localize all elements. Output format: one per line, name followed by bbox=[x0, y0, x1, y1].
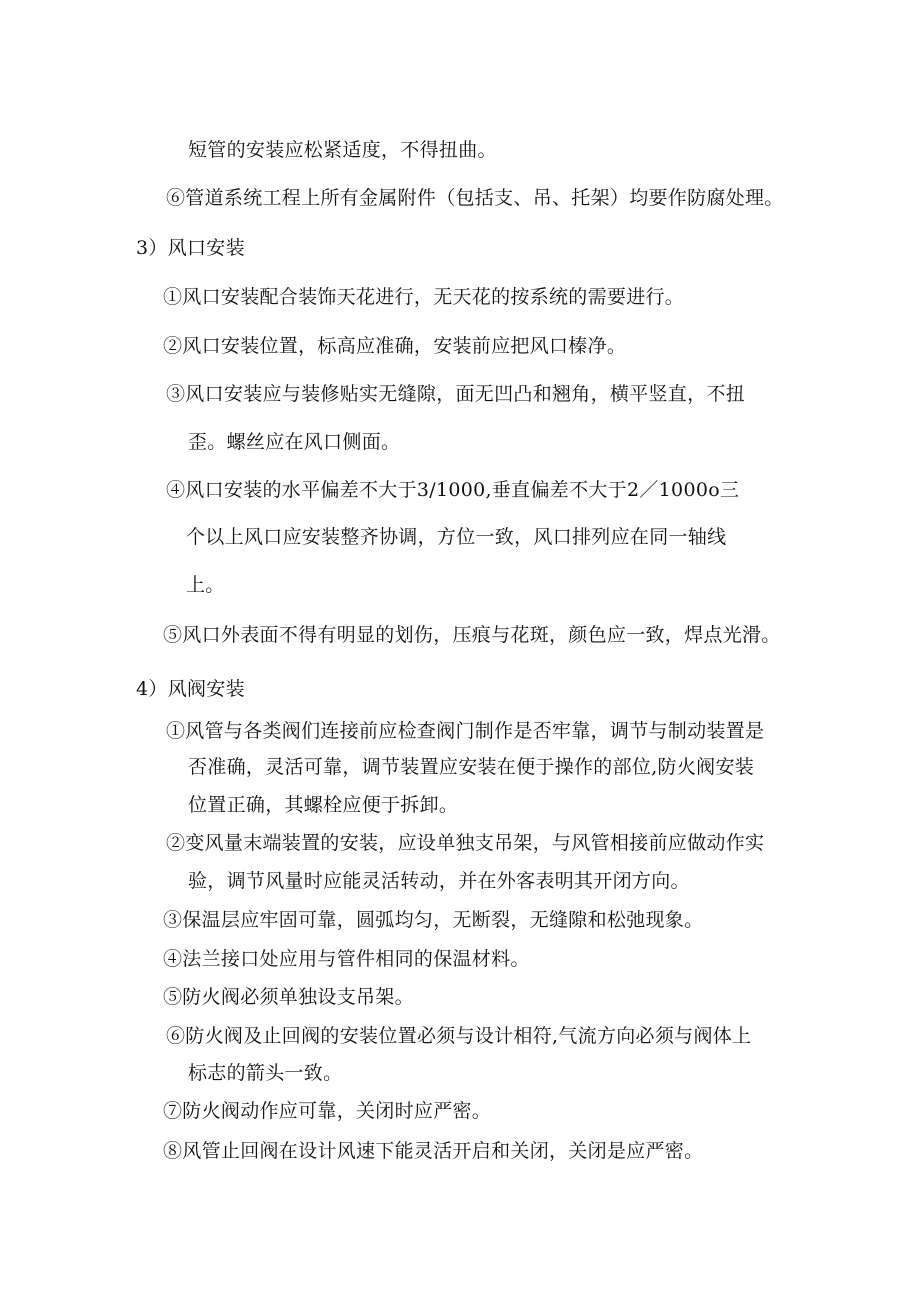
text-line: 歪。螺丝应在风口侧面。 bbox=[188, 431, 401, 453]
section-heading: 3）风口安装 bbox=[136, 237, 245, 259]
text-line: ⑧风管止回阀在设计风速下能灵活开启和关闭，关闭是应严密。 bbox=[163, 1140, 704, 1162]
text-line: ④法兰接口处应用与管件相同的保温材料。 bbox=[163, 948, 530, 970]
text-line: 位置正确，其螺栓应便于拆卸。 bbox=[188, 794, 459, 816]
text-line: ④风口安装的水平偏差不大于3/1000,垂直偏差不大于2／1000o三 bbox=[166, 479, 740, 501]
text-line: ②变风量末端装置的安装，应设单独支吊架，与风管相接前应做动作实 bbox=[166, 832, 765, 854]
text-line: ③风口安装应与装修贴实无缝隙，面无凹凸和翘角，横平竖直，不扭 bbox=[166, 383, 746, 405]
text-line: ①风管与各类阀们连接前应检查阀门制作是否牢靠，调节与制动装置是 bbox=[166, 720, 765, 742]
text-line: ①风口安装配合装饰天花进行，无天花的按系统的需要进行。 bbox=[163, 286, 685, 308]
text-line: 验，调节风量时应能灵活转动，并在外客表明其开闭方向。 bbox=[188, 870, 690, 892]
text-line: ②风口安装位置，标高应准确，安装前应把风口榛净。 bbox=[163, 335, 627, 357]
text-line: 短管的安装应松紧适度，不得扭曲。 bbox=[188, 139, 497, 161]
text-line: ⑤防火阀必须单独设支吊架。 bbox=[163, 986, 414, 1008]
text-line: ③保温层应牢固可靠，圆弧均匀，无断裂，无缝隙和松弛现象。 bbox=[163, 909, 704, 931]
text-line: ⑥防火阀及止回阀的安装位置必须与设计相符,气流方向必须与阀体上 bbox=[166, 1025, 752, 1047]
section-heading: 4）风阀安装 bbox=[136, 678, 245, 700]
text-line: 个以上风口应安装整齐协调，方位一致，风口排列应在同一轴线 bbox=[186, 526, 727, 548]
text-line: 否准确，灵活可靠，调节装置应安装在便于操作的部位,防火阀安装 bbox=[188, 756, 755, 778]
text-line: ⑦防火阀动作应可靠，关闭时应严密。 bbox=[163, 1100, 492, 1122]
text-line: ⑤风口外表面不得有明显的划伤，压痕与花斑，颜色应一致，焊点光滑。 bbox=[163, 624, 781, 646]
text-line: ⑥管道系统工程上所有金属附件（包括支、吊、托架）均要作防腐处理。 bbox=[166, 187, 784, 209]
text-line: 上。 bbox=[186, 574, 225, 596]
text-line: 标志的箭头一致。 bbox=[188, 1062, 343, 1084]
